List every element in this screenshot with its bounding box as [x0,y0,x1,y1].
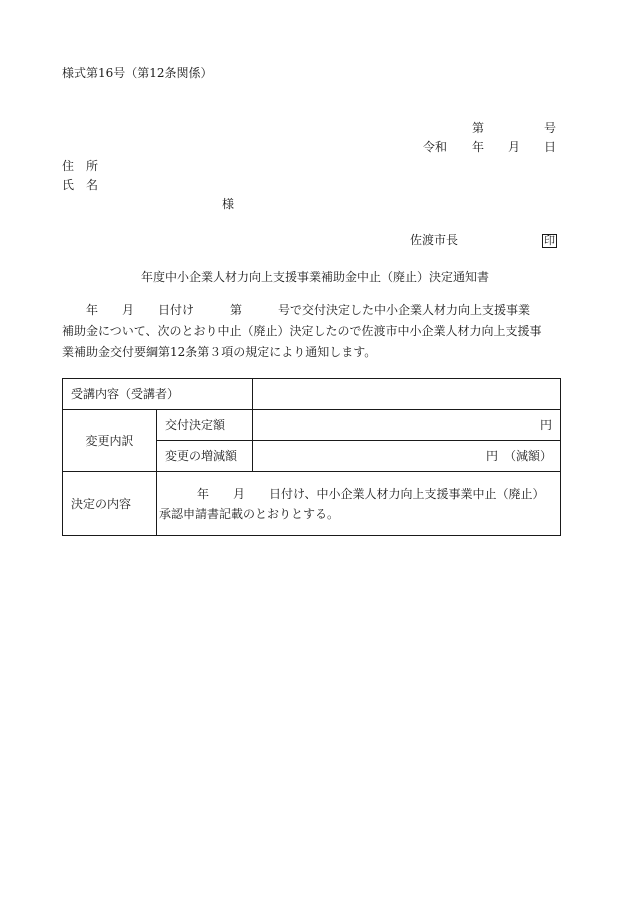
decision-table [62,378,561,536]
table-row [63,410,561,441]
body-paragraph [62,300,562,363]
body-line-3: 業補助金交付要綱第12条第３項の規定により通知します。 [62,345,377,359]
row-change-amount-value: 円 （減額） [253,441,561,472]
document-title: 年度中小企業人材力向上支援事業補助金中止（廃止）決定通知書 [140,270,489,284]
date-year: 年 [472,140,485,154]
date-month: 月 [508,140,521,154]
doc-number-prefix: 第 [472,121,485,135]
form-number: 様式第16号（第12条関係） [62,66,213,80]
table-row [63,379,561,410]
table-row [63,472,561,536]
address-label: 住 所 [62,159,99,173]
row-grant-amount-value: 円 [253,410,561,441]
issuer-title: 佐渡市長 [410,233,459,247]
seal-mark [542,233,557,248]
row-grant-amount-label: 交付決定額 [157,410,253,441]
doc-number-suffix: 号 [544,121,557,135]
row-decision-value [157,472,561,536]
row-course-label: 受講内容（受講者） [63,379,253,410]
decision-line-1: 年 月 日付け、中小企業人材力向上支援事業中止（廃止） [197,486,545,501]
row-decision-label: 決定の内容 [63,472,157,536]
date-day: 日 [544,140,557,154]
honorific: 様 [222,197,235,211]
seal-text: 印 [544,234,555,247]
decision-line-2: 承認申請書記載のとおりとする。 [159,506,340,521]
name-label: 氏 名 [62,178,99,192]
body-line-2: 補助金について、次のとおり中止（廃止）決定したので佐渡市中小企業人材力向上支援事 [62,324,542,338]
row-course-value [253,379,561,410]
row-change-amount-label: 変更の増減額 [157,441,253,472]
row-change-label: 変更内訳 [63,410,157,472]
date-era: 令和 [423,140,448,154]
body-line-1: 年 月 日付け 第 号で交付決定した中小企業人材力向上支援事業 [62,303,531,317]
